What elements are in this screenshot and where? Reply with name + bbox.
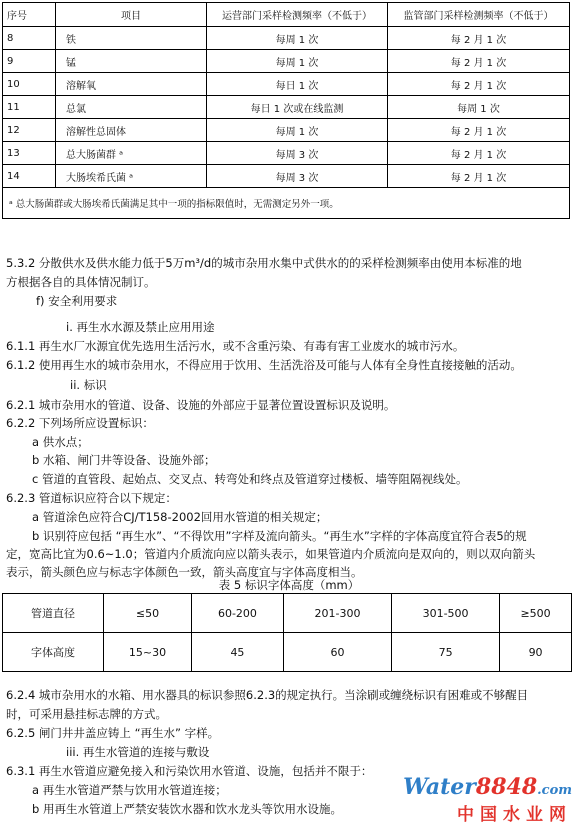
row-operator-frequency: 每日 1 次或在线监测: [207, 96, 388, 119]
row-regulator-frequency: 每 2 月 1 次: [388, 142, 570, 165]
list-item-b-line-2: 定，宽高比宜为0.6~1.0；管道内介质流向应以箭头表示，如果管道内介质流向是双向的，则以双向箭头: [6, 547, 536, 561]
table-cell: 60: [283, 633, 391, 672]
monitoring-frequency-table: [2, 2, 570, 219]
header-cell: ≥500: [500, 594, 572, 633]
table-row: [3, 73, 570, 96]
table-row: [3, 119, 570, 142]
header-cell: 监管部门采样检测频率（不低于）: [388, 3, 570, 27]
clause-6-2-4-line-1: 6.2.4 城市杂用水的水箱、用水器具的标识参照6.2.3的规定执行。当涂刷或缠绕标识有困难或不够醒目: [6, 688, 529, 702]
list-item-a: a 供水点；: [32, 435, 89, 449]
table-header-row: [3, 3, 570, 27]
row-item: 溶解氧: [56, 73, 207, 96]
subsection-heading-i: i. 再生水水源及禁止应用用途: [66, 320, 215, 334]
row-item: 总氯: [56, 96, 207, 119]
header-cell: 序号: [3, 3, 56, 27]
row-item: 锰: [56, 50, 207, 73]
table-header-row: [3, 594, 572, 633]
clause-6-1-2: 6.1.2 使用再生水的城市杂用水，不得应用于饮用、生活洗浴及可能与人体有全身性直接接触的活动。: [6, 358, 522, 372]
list-item-b-line-1: b 识别符应包括 “再生水”、“不得饮用”字样及流向箭头。“再生水”字样的字体高度宜符合表5的规: [32, 529, 527, 543]
row-regulator-frequency: 每 2 月 1 次: [388, 27, 570, 50]
clause-6-2-3: 6.2.3 管道标识应符合以下规定：: [6, 491, 177, 505]
row-operator-frequency: 每周 1 次: [207, 50, 388, 73]
subsection-heading-iii: iii. 再生水管道的连接与敷设: [66, 745, 210, 759]
clause-6-2-4-line-2: 时，可采用悬挂标志牌的方式。: [6, 707, 167, 721]
row-number: 8: [3, 27, 56, 50]
table-cell: 75: [392, 633, 500, 672]
section-heading-f: f) 安全利用要求: [36, 294, 118, 308]
table-cell: 45: [191, 633, 283, 672]
list-item-c: c 管道的直管段、起始点、交叉点、转弯处和终点及管道穿过楼板、墙等阻隔视线处。: [32, 472, 468, 486]
paragraph-5-3-2-line-1: 5.3.2 分散供水及供水能力低于5万m³/d的城市杂用水集中式供水的的采样检测频率由使用本标准的地: [6, 256, 522, 270]
clause-6-1-1: 6.1.1 再生水厂水源宜优先选用生活污水，或不含重污染、有毒有害工业废水的城市污水。: [6, 339, 465, 353]
clause-6-3-1: 6.3.1 再生水管道应避免接入和污染饮用水管道、设施，包括并不限于：: [6, 764, 373, 778]
table-row: [3, 27, 570, 50]
table-cell: 90: [500, 633, 572, 672]
row-regulator-frequency: 每 2 月 1 次: [388, 73, 570, 96]
table-row: [3, 165, 570, 188]
header-cell: 项目: [56, 3, 207, 27]
row-regulator-frequency: 每 2 月 1 次: [388, 165, 570, 188]
font-height-table: [2, 593, 572, 672]
clause-6-2-2: 6.2.2 下列场所应设置标识：: [6, 416, 154, 430]
row-operator-frequency: 每日 1 次: [207, 73, 388, 96]
table-row: [3, 50, 570, 73]
row-number: 9: [3, 50, 56, 73]
header-cell: 60-200: [191, 594, 283, 633]
water8848-logo: [403, 774, 572, 825]
row-number: 12: [3, 119, 56, 142]
row-regulator-frequency: 每 2 月 1 次: [388, 119, 570, 142]
list-item-b: b 水箱、闸门井等设备、设施外部；: [32, 453, 216, 467]
row-regulator-frequency: 每 2 月 1 次: [388, 50, 570, 73]
row-label: 字体高度: [3, 633, 104, 672]
paragraph-5-3-2-line-2: 方根据各自的具体情况制订。: [6, 275, 156, 289]
header-cell: ≤50: [104, 594, 192, 633]
row-item: 铁: [56, 27, 207, 50]
subsection-heading-ii: ii. 标识: [70, 378, 107, 392]
row-operator-frequency: 每周 3 次: [207, 165, 388, 188]
header-cell: 管道直径: [3, 594, 104, 633]
header-cell: 运营部门采样检测频率（不低于）: [207, 3, 388, 27]
logo-brand-c: .com: [537, 783, 572, 798]
row-operator-frequency: 每周 3 次: [207, 142, 388, 165]
table-5-caption: 表 5 标识字体高度（mm）: [218, 578, 360, 592]
table-footnote: ᵃ 总大肠菌群或大肠埃希氏菌满足其中一项的指标限值时，无需测定另外一项。: [3, 188, 570, 219]
list-item-a: a 再生水管道严禁与饮用水管道连接；: [32, 783, 227, 797]
row-item: 溶解性总固体: [56, 119, 207, 142]
table-row: [3, 96, 570, 119]
table-cell: 15~30: [104, 633, 192, 672]
table-note-row: [3, 188, 570, 219]
row-number: 13: [3, 142, 56, 165]
row-number: 11: [3, 96, 56, 119]
row-item: 大肠埃希氏菌 ᵃ: [56, 165, 207, 188]
logo-brand-a: Water: [403, 774, 476, 800]
header-cell: 201-300: [283, 594, 391, 633]
table-row: [3, 633, 572, 672]
row-number: 14: [3, 165, 56, 188]
logo-chinese-name: 中国水业网: [457, 805, 572, 825]
row-operator-frequency: 每周 1 次: [207, 119, 388, 142]
list-item-b-line-3: 表示，箭头颜色应与标志字体颜色一致，箭头高度宜与字体高度相当。: [6, 565, 363, 579]
row-number: 10: [3, 73, 56, 96]
list-item-a: a 管道涂色应符合CJ/T158-2002回用水管道的相关规定；: [32, 510, 328, 524]
row-item: 总大肠菌群 ᵃ: [56, 142, 207, 165]
table-row: [3, 142, 570, 165]
header-cell: 301-500: [392, 594, 500, 633]
row-operator-frequency: 每周 1 次: [207, 27, 388, 50]
row-regulator-frequency: 每周 1 次: [388, 96, 570, 119]
logo-brand-b: 8848: [475, 774, 538, 800]
clause-6-2-1: 6.2.1 城市杂用水的管道、设备、设施的外部应于显著位置设置标识及说明。: [6, 398, 396, 412]
clause-6-2-5: 6.2.5 闸门井井盖应铸上 “再生水” 字样。: [6, 726, 220, 740]
list-item-b: b 用再生水管道上严禁安装饮水器和饮水龙头等饮用水设施。: [32, 802, 342, 816]
